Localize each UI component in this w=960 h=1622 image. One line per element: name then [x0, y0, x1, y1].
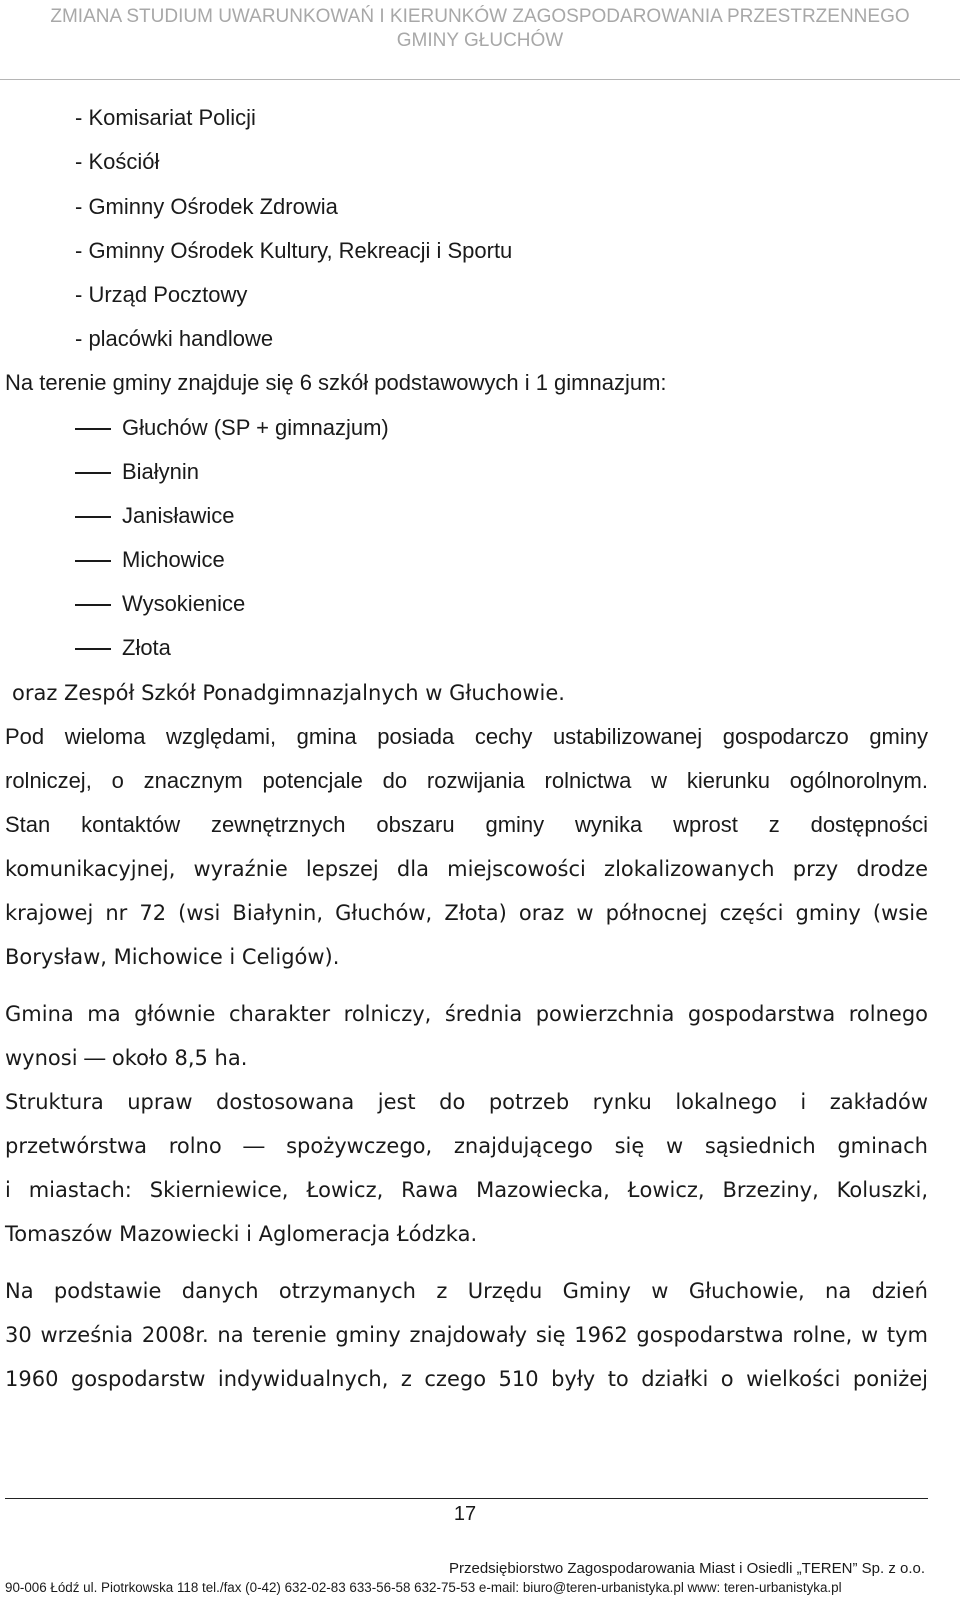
paragraph-line: Borysław, Michowice i Celigów). [5, 945, 340, 969]
paragraph-line: 1960 gospodarstw indywidualnych, z czego 510 były to działki o wielkości poniżej [5, 1367, 928, 1391]
dash-bullet-icon [75, 428, 111, 430]
paragraph-line: i miastach: Skierniewice, Łowicz, Rawa Mazowiecka, Łowicz, Brzeziny, Koluszki, [5, 1178, 928, 1202]
paragraph-line: Struktura upraw dostosowana jest do potrzeb rynku lokalnego i zakładów [5, 1090, 928, 1114]
paragraph-line: Pod wieloma względami, gmina posiada cechy ustabilizowanej gospodarczo gminy [5, 724, 928, 749]
paragraph-line: rolniczej, o znacznym potencjale do rozwijania rolnictwa w kierunku ogólnorolnym. [5, 768, 928, 793]
paragraph-line: Tomaszów Mazowiecki i Aglomeracja Łódzka. [5, 1222, 478, 1246]
school-item: Michowice [122, 547, 225, 572]
paragraph-line: 30 września 2008r. na terenie gminy znajdowały się 1962 gospodarstwa rolne, w tym [5, 1323, 928, 1347]
header-title-line2: GMINY GŁUCHÓW [396, 30, 564, 51]
paragraph-line: krajowej nr 72 (wsi Białynin, Głuchów, Złota) oraz w północnej części gminy (wsie [5, 901, 928, 925]
school-item: Głuchów (SP + gimnazjum) [122, 415, 389, 440]
school-item: Białynin [122, 459, 200, 484]
school-item: Złota [122, 635, 171, 660]
paragraph-line: wynosi ― około 8,5 ha. [5, 1046, 248, 1070]
dash-bullet-icon [75, 604, 111, 606]
school-item: Janisławice [122, 503, 235, 528]
paragraph-line: komunikacyjnej, wyraźnie lepszej dla miejscowości zlokalizowanych przy drodze [5, 857, 928, 881]
page-number: 17 [453, 1503, 477, 1525]
header-divider [0, 79, 960, 80]
list-item: - placówki handlowe [75, 326, 274, 351]
list-item: - Urząd Pocztowy [75, 282, 248, 307]
schools-outro: oraz Zespół Szkół Ponadgimnazjalnych w Głuchowie. [12, 681, 565, 705]
list-item: - Gminny Ośrodek Kultury, Rekreacji i Sportu [75, 238, 513, 263]
dash-bullet-icon [75, 648, 111, 650]
list-item: - Kościół [75, 149, 160, 174]
dash-bullet-icon [75, 516, 111, 518]
paragraph-line: Gmina ma głównie charakter rolniczy, średnia powierzchnia gospodarstwa rolnego [5, 1002, 928, 1026]
paragraph-line: Na podstawie danych otrzymanych z Urzędu Gminy w Głuchowie, na dzień [5, 1279, 928, 1303]
paragraph-line: Stan kontaktów zewnętrznych obszaru gminy wynika wprost z dostępności [5, 812, 928, 837]
school-item: Wysokienice [122, 591, 246, 616]
dash-bullet-icon [75, 560, 111, 562]
footer-company: Przedsiębiorstwo Zagospodarowania Miast i Osiedli „TEREN” Sp. z o.o. [448, 1560, 926, 1577]
schools-intro: Na terenie gminy znajduje się 6 szkół podstawowych i 1 gimnazjum: [5, 370, 667, 395]
dash-bullet-icon [75, 472, 111, 474]
footer-contact: 90-006 Łódź ul. Piotrkowska 118 tel./fax (0-42) 632-02-83 633-56-58 632-75-53 e-mail: biuro@teren-urbanistyka.pl www: teren-urbanistyka.pl [5, 1580, 842, 1595]
header-title-line1: ZMIANA STUDIUM UWARUNKOWAŃ I KIERUNKÓW ZAGOSPODAROWANIA PRZESTRZENNEGO [50, 6, 910, 27]
footer-divider [5, 1498, 928, 1499]
paragraph-line: przetwórstwa rolno ― spożywczego, znajdującego się w sąsiednich gminach [5, 1134, 928, 1158]
list-item: - Komisariat Policji [75, 105, 256, 130]
list-item: - Gminny Ośrodek Zdrowia [75, 194, 338, 219]
